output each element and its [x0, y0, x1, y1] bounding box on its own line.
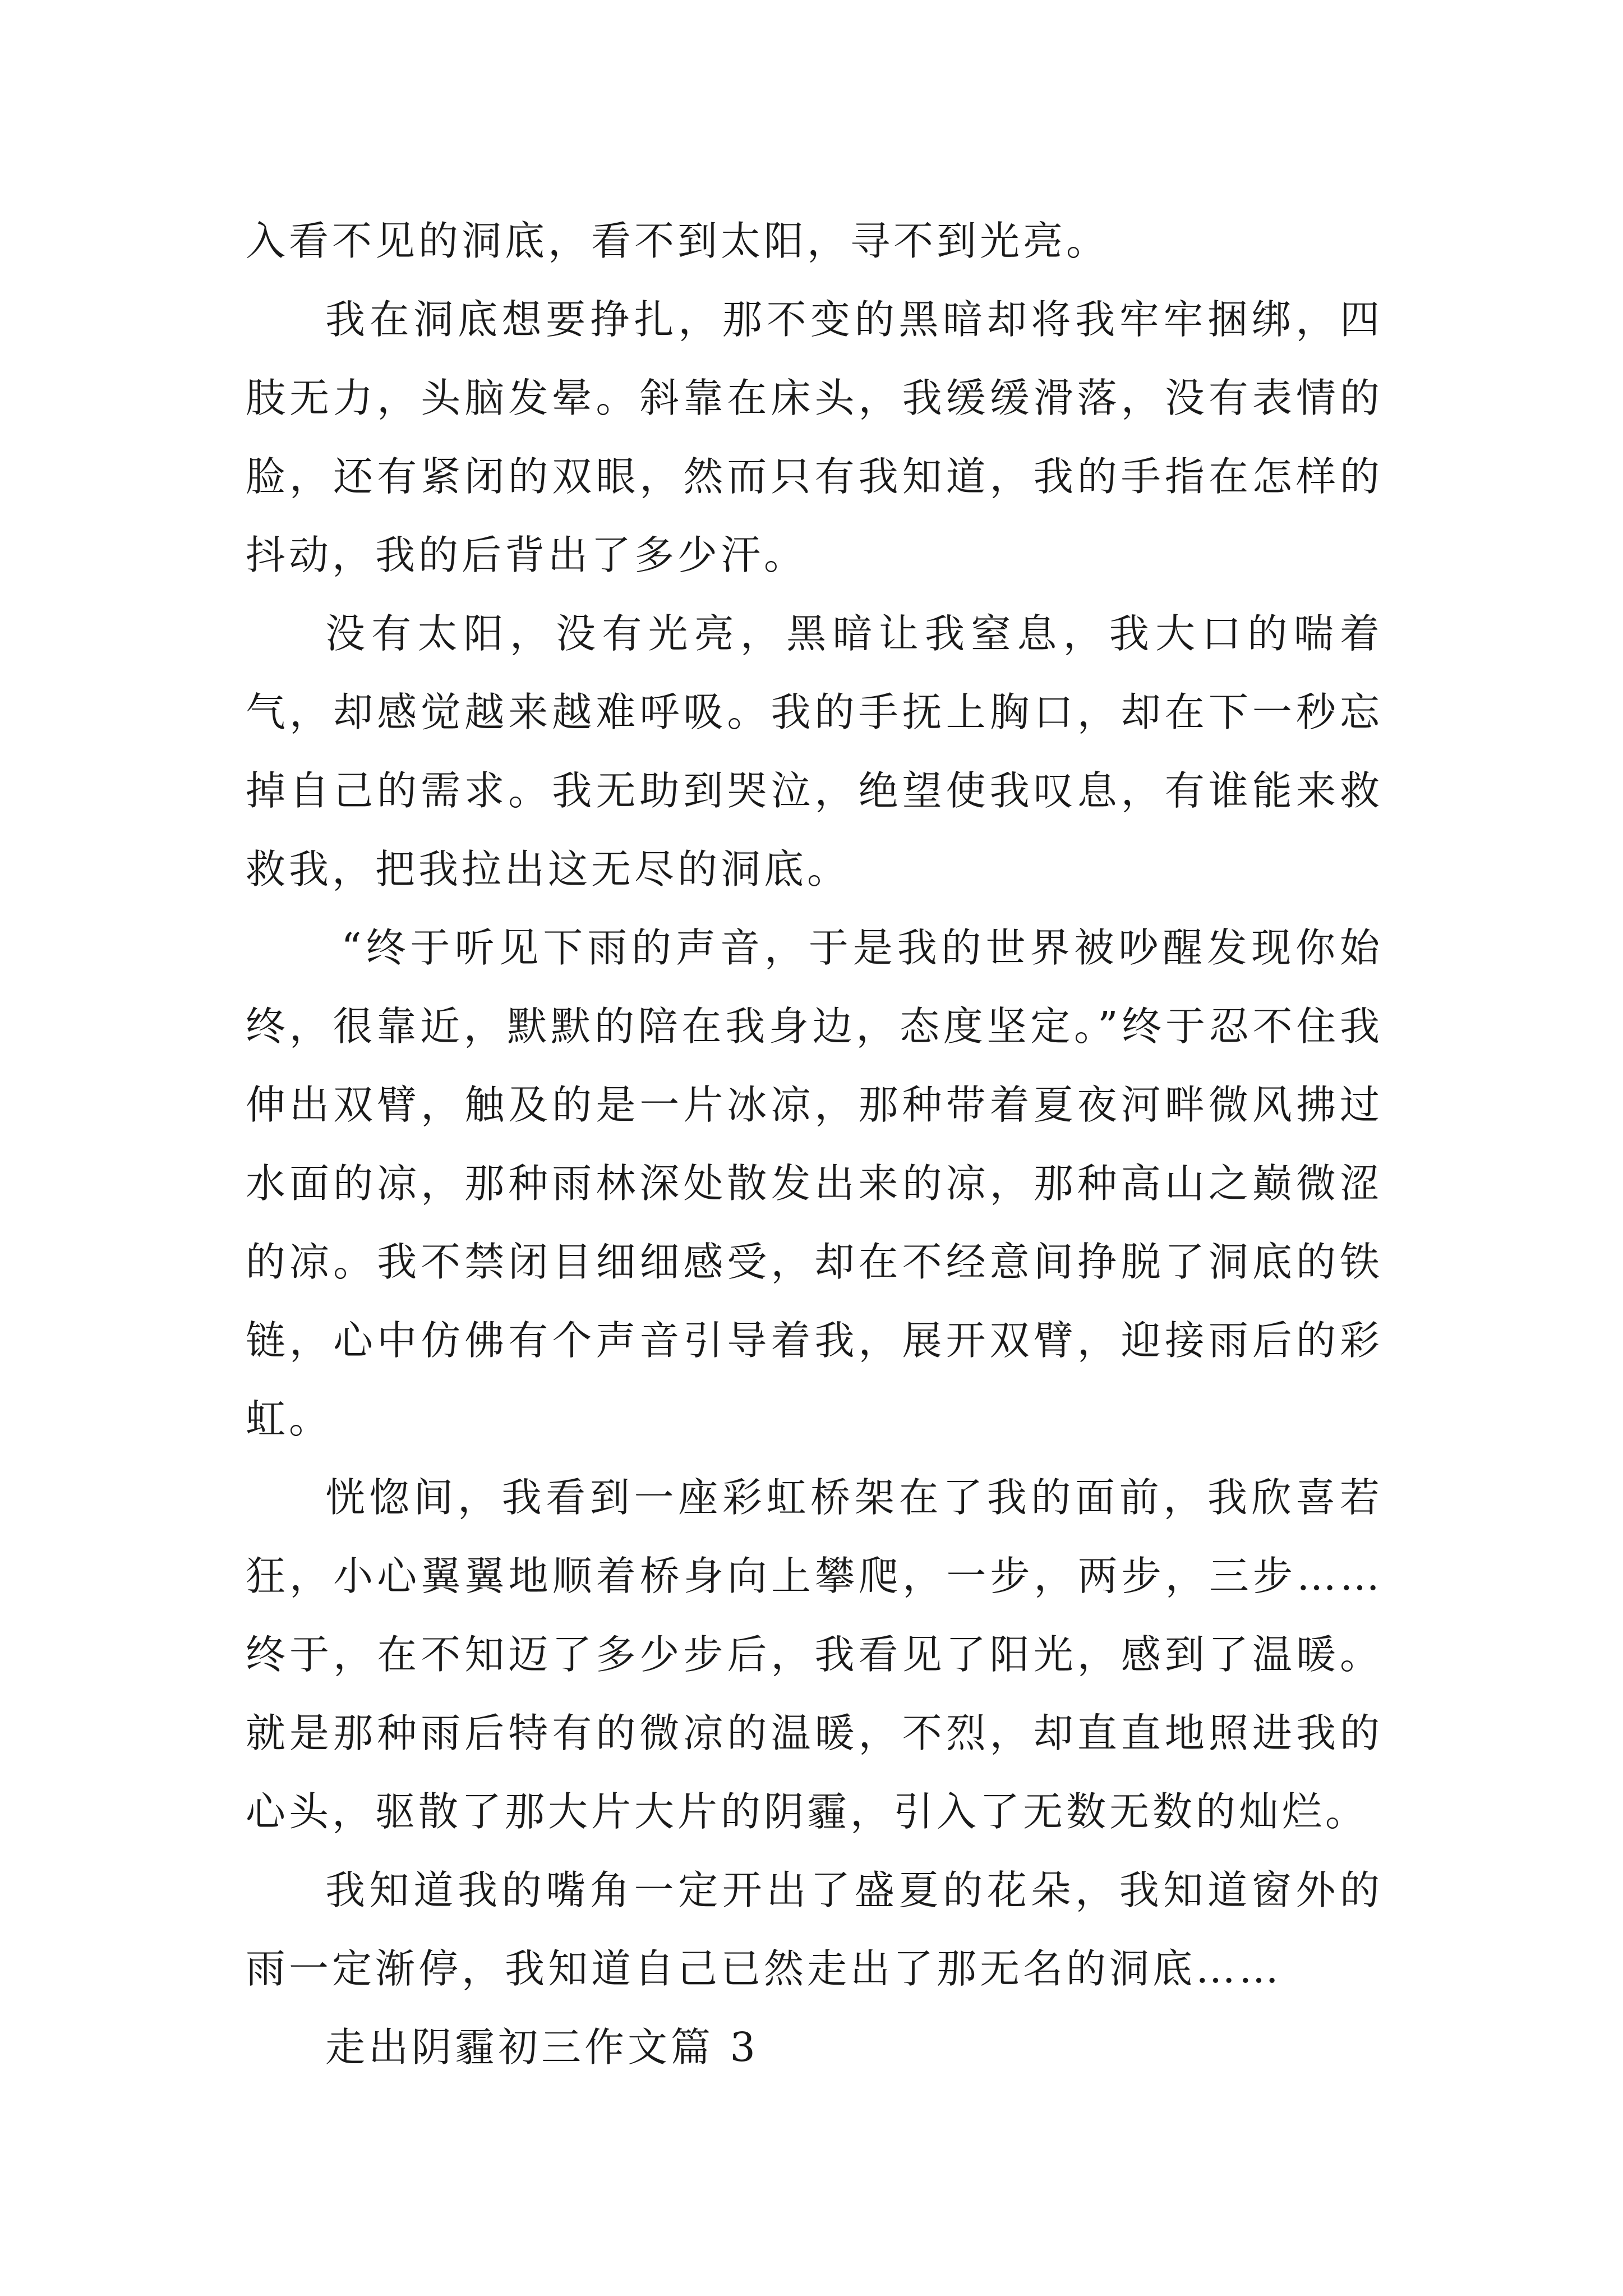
body-text: [246, 202, 1383, 2087]
paragraph-6: 我知道我的嘴角一定开出了盛夏的花朵，我知道窗外的雨一定渐停，我知道自己已然走出了那无名的洞底……: [246, 1867, 1383, 1992]
paragraph-4: “终于听见下雨的声音，于是我的世界被吵醒发现你始终，很靠近，默默的陪在我身边，态度坚定。”终于忍不住我伸出双臂，触及的是一片冰凉，那种带着夏夜河畔微风拂过水面的凉，那种雨林深处散发出来的凉，那种高山之巅微涩的凉。我不禁闭目细细感受，却在不经意间挣脱了洞底的铁链，心中仿佛有个声音引导着我，展开双臂，迎接雨后的彩虹。: [246, 924, 1383, 1442]
paragraph-2: 我在洞底想要挣扎，那不变的黑暗却将我牢牢捆绑，四肢无力，头脑发晕。斜靠在床头，我缓缓滑落，没有表情的脸，还有紧闭的双眼，然而只有我知道，我的手指在怎样的抖动，我的后背出了多少汗。: [246, 296, 1383, 578]
paragraph-3: 没有太阳，没有光亮，黑暗让我窒息，我大口的喘着气，却感觉越来越难呼吸。我的手抚上胸口，却在下一秒忘掉自己的需求。我无助到哭泣，绝望使我叹息，有谁能来救救我，把我拉出这无尽的洞底。: [246, 610, 1383, 892]
paragraph-5: 恍惚间，我看到一座彩虹桥架在了我的面前，我欣喜若狂，小心翼翼地顺着桥身向上攀爬，一步，两步，三步……终于，在不知迈了多少步后，我看见了阳光，感到了温暖。就是那种雨后特有的微凉的温暖，不烈，却直直地照进我的心头，驱散了那大片大片的阴霾，引入了无数无数的灿烂。: [246, 1474, 1383, 1835]
section-heading: 走出阴霾初三作文篇 3: [325, 2024, 759, 2070]
paragraph-1: 入看不见的洞底，看不到太阳，寻不到光亮。: [246, 218, 1110, 264]
